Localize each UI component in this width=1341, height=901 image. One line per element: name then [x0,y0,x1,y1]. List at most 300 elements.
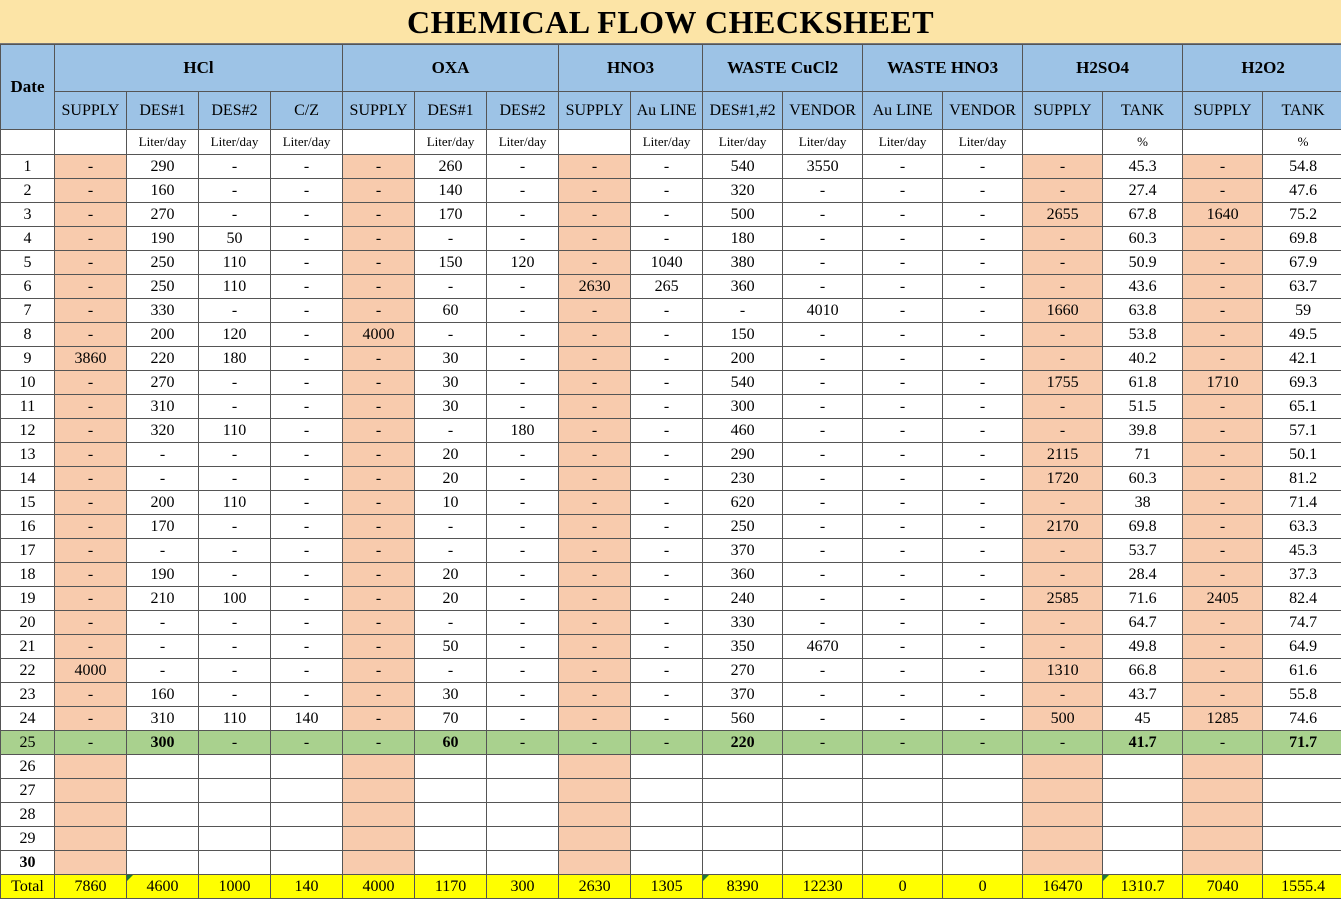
data-cell[interactable]: - [271,563,343,587]
data-cell[interactable]: 300 [127,731,199,755]
data-cell[interactable]: - [199,179,271,203]
data-cell[interactable]: - [271,611,343,635]
data-cell[interactable]: - [487,563,559,587]
data-cell[interactable]: 71.4 [1263,491,1341,515]
data-cell[interactable]: 200 [127,323,199,347]
date-cell[interactable]: 20 [1,611,55,635]
data-cell[interactable] [631,827,703,851]
data-cell[interactable] [127,779,199,803]
data-cell[interactable] [863,755,943,779]
data-cell[interactable]: - [943,683,1023,707]
data-cell[interactable] [863,779,943,803]
data-cell[interactable]: - [631,707,703,731]
data-cell[interactable]: - [55,467,127,491]
data-cell[interactable]: - [631,395,703,419]
date-cell[interactable]: 13 [1,443,55,467]
data-cell[interactable]: - [559,539,631,563]
date-cell[interactable]: 29 [1,827,55,851]
data-cell[interactable]: - [559,323,631,347]
data-cell[interactable]: - [863,323,943,347]
data-cell[interactable]: - [55,323,127,347]
data-cell[interactable] [1263,803,1341,827]
data-cell[interactable]: 43.7 [1103,683,1183,707]
date-cell[interactable]: 30 [1,851,55,875]
data-cell[interactable]: - [271,539,343,563]
data-cell[interactable]: - [1183,395,1263,419]
data-cell[interactable]: - [863,683,943,707]
date-cell[interactable]: 3 [1,203,55,227]
total-cell[interactable]: 0 [863,875,943,899]
data-cell[interactable]: - [1023,731,1103,755]
data-cell[interactable]: - [343,491,415,515]
data-cell[interactable]: - [943,179,1023,203]
total-cell[interactable]: 300 [487,875,559,899]
data-cell[interactable]: - [55,251,127,275]
data-cell[interactable]: 53.8 [1103,323,1183,347]
data-cell[interactable]: - [1183,683,1263,707]
date-cell[interactable]: 7 [1,299,55,323]
date-cell[interactable]: 27 [1,779,55,803]
total-cell[interactable]: 7860 [55,875,127,899]
data-cell[interactable]: 500 [703,203,783,227]
total-cell[interactable]: 1305 [631,875,703,899]
data-cell[interactable]: 71.7 [1263,731,1341,755]
data-cell[interactable]: 60 [415,731,487,755]
data-cell[interactable]: - [559,731,631,755]
data-cell[interactable] [127,803,199,827]
data-cell[interactable]: - [1023,491,1103,515]
data-cell[interactable]: - [487,539,559,563]
data-cell[interactable]: - [631,443,703,467]
data-cell[interactable]: 67.9 [1263,251,1341,275]
data-cell[interactable]: 71 [1103,443,1183,467]
data-cell[interactable]: - [343,251,415,275]
data-cell[interactable]: - [631,611,703,635]
date-cell[interactable]: 19 [1,587,55,611]
data-cell[interactable]: - [863,635,943,659]
data-cell[interactable] [559,851,631,875]
data-cell[interactable]: 54.8 [1263,155,1341,179]
data-cell[interactable]: - [271,587,343,611]
date-cell[interactable]: 11 [1,395,55,419]
data-cell[interactable]: - [559,227,631,251]
data-cell[interactable]: - [343,539,415,563]
data-cell[interactable]: - [559,347,631,371]
data-cell[interactable]: 64.9 [1263,635,1341,659]
data-cell[interactable]: - [271,275,343,299]
data-cell[interactable]: - [271,659,343,683]
data-cell[interactable]: - [631,683,703,707]
data-cell[interactable]: - [783,587,863,611]
data-cell[interactable]: - [487,179,559,203]
data-cell[interactable] [487,779,559,803]
total-cell[interactable]: 12230 [783,875,863,899]
data-cell[interactable]: 370 [703,539,783,563]
data-cell[interactable]: - [783,539,863,563]
data-cell[interactable]: - [271,347,343,371]
data-cell[interactable]: - [559,515,631,539]
data-cell[interactable] [415,827,487,851]
date-cell[interactable]: 18 [1,563,55,587]
date-cell[interactable]: 5 [1,251,55,275]
data-cell[interactable]: - [199,659,271,683]
data-cell[interactable]: 20 [415,587,487,611]
data-cell[interactable]: - [863,443,943,467]
data-cell[interactable] [343,827,415,851]
data-cell[interactable]: 81.2 [1263,467,1341,491]
data-cell[interactable]: 120 [199,323,271,347]
data-cell[interactable]: - [863,155,943,179]
data-cell[interactable]: - [943,251,1023,275]
data-cell[interactable]: - [1183,419,1263,443]
data-cell[interactable]: - [863,203,943,227]
data-cell[interactable]: 55.8 [1263,683,1341,707]
data-cell[interactable]: - [271,467,343,491]
data-cell[interactable]: - [863,347,943,371]
data-cell[interactable]: 300 [703,395,783,419]
data-cell[interactable]: - [1023,347,1103,371]
data-cell[interactable]: 140 [415,179,487,203]
total-cell[interactable]: 2630 [559,875,631,899]
data-cell[interactable]: - [943,707,1023,731]
data-cell[interactable] [271,755,343,779]
date-cell[interactable]: 6 [1,275,55,299]
data-cell[interactable]: 360 [703,563,783,587]
data-cell[interactable]: - [943,323,1023,347]
total-cell[interactable]: 1555.4 [1263,875,1341,899]
data-cell[interactable]: 51.5 [1103,395,1183,419]
data-cell[interactable] [631,779,703,803]
data-cell[interactable]: - [943,347,1023,371]
data-cell[interactable]: - [343,731,415,755]
data-cell[interactable]: 4000 [343,323,415,347]
data-cell[interactable]: 69.3 [1263,371,1341,395]
data-cell[interactable]: 1660 [1023,299,1103,323]
data-cell[interactable] [1183,803,1263,827]
data-cell[interactable]: - [631,323,703,347]
data-cell[interactable]: - [631,515,703,539]
data-cell[interactable]: 270 [127,371,199,395]
data-cell[interactable]: - [343,227,415,251]
data-cell[interactable]: 110 [199,419,271,443]
data-cell[interactable] [343,851,415,875]
data-cell[interactable]: - [271,179,343,203]
data-cell[interactable]: 220 [127,347,199,371]
data-cell[interactable]: - [487,491,559,515]
data-cell[interactable]: - [631,227,703,251]
data-cell[interactable]: - [1023,395,1103,419]
data-cell[interactable]: - [559,419,631,443]
data-cell[interactable]: - [415,611,487,635]
data-cell[interactable]: 370 [703,683,783,707]
data-cell[interactable]: - [55,203,127,227]
data-cell[interactable]: - [55,539,127,563]
data-cell[interactable]: - [199,563,271,587]
data-cell[interactable]: - [783,683,863,707]
data-cell[interactable]: - [343,467,415,491]
data-cell[interactable]: - [631,179,703,203]
data-cell[interactable] [343,755,415,779]
data-cell[interactable]: 190 [127,563,199,587]
data-cell[interactable]: - [943,587,1023,611]
data-cell[interactable]: - [1023,251,1103,275]
data-cell[interactable]: - [415,275,487,299]
data-cell[interactable]: 82.4 [1263,587,1341,611]
data-cell[interactable]: 2115 [1023,443,1103,467]
data-cell[interactable]: 53.7 [1103,539,1183,563]
data-cell[interactable]: 3860 [55,347,127,371]
data-cell[interactable]: - [343,659,415,683]
data-cell[interactable] [783,755,863,779]
data-cell[interactable]: - [271,155,343,179]
data-cell[interactable] [55,803,127,827]
date-cell[interactable]: 17 [1,539,55,563]
date-cell[interactable]: 22 [1,659,55,683]
data-cell[interactable]: - [559,467,631,491]
data-cell[interactable] [1103,851,1183,875]
data-cell[interactable]: - [55,419,127,443]
data-cell[interactable]: 74.7 [1263,611,1341,635]
data-cell[interactable]: - [487,203,559,227]
data-cell[interactable]: 75.2 [1263,203,1341,227]
data-cell[interactable]: 110 [199,275,271,299]
data-cell[interactable]: 45.3 [1263,539,1341,563]
data-cell[interactable]: 140 [271,707,343,731]
data-cell[interactable]: - [55,299,127,323]
data-cell[interactable]: - [199,635,271,659]
data-cell[interactable]: 1710 [1183,371,1263,395]
data-cell[interactable]: 40.2 [1103,347,1183,371]
data-cell[interactable] [943,779,1023,803]
data-cell[interactable]: - [559,659,631,683]
date-cell[interactable]: 24 [1,707,55,731]
data-cell[interactable]: - [127,539,199,563]
data-cell[interactable]: 230 [703,467,783,491]
data-cell[interactable]: - [487,659,559,683]
data-cell[interactable]: - [1023,683,1103,707]
data-cell[interactable]: - [783,563,863,587]
data-cell[interactable]: - [199,683,271,707]
data-cell[interactable] [487,755,559,779]
data-cell[interactable]: - [271,299,343,323]
data-cell[interactable]: - [1183,155,1263,179]
data-cell[interactable]: - [631,635,703,659]
date-cell[interactable]: 10 [1,371,55,395]
data-cell[interactable]: - [1183,635,1263,659]
data-cell[interactable] [1103,827,1183,851]
data-cell[interactable] [199,755,271,779]
data-cell[interactable]: 42.1 [1263,347,1341,371]
data-cell[interactable]: - [863,491,943,515]
data-cell[interactable]: 180 [703,227,783,251]
data-cell[interactable]: - [271,395,343,419]
data-cell[interactable]: - [343,611,415,635]
data-cell[interactable]: 63.8 [1103,299,1183,323]
data-cell[interactable] [55,755,127,779]
total-cell[interactable]: 1310.7 [1103,875,1183,899]
data-cell[interactable]: - [55,395,127,419]
data-cell[interactable]: - [943,203,1023,227]
data-cell[interactable]: - [943,659,1023,683]
data-cell[interactable]: - [343,395,415,419]
data-cell[interactable]: 380 [703,251,783,275]
data-cell[interactable]: - [863,731,943,755]
data-cell[interactable]: - [863,299,943,323]
date-cell[interactable]: 14 [1,467,55,491]
data-cell[interactable] [1263,851,1341,875]
data-cell[interactable]: 1285 [1183,707,1263,731]
data-cell[interactable] [559,803,631,827]
date-cell[interactable]: 2 [1,179,55,203]
date-cell[interactable]: 15 [1,491,55,515]
data-cell[interactable]: - [343,683,415,707]
data-cell[interactable]: 330 [703,611,783,635]
date-cell[interactable]: 1 [1,155,55,179]
data-cell[interactable] [199,779,271,803]
data-cell[interactable]: 350 [703,635,783,659]
data-cell[interactable]: - [783,491,863,515]
data-cell[interactable]: - [343,371,415,395]
data-cell[interactable]: 1755 [1023,371,1103,395]
data-cell[interactable] [1183,827,1263,851]
data-cell[interactable]: - [783,227,863,251]
data-cell[interactable]: - [1183,275,1263,299]
data-cell[interactable]: - [1183,227,1263,251]
data-cell[interactable]: - [1023,323,1103,347]
data-cell[interactable]: - [1183,467,1263,491]
data-cell[interactable]: 270 [703,659,783,683]
data-cell[interactable]: 560 [703,707,783,731]
data-cell[interactable] [631,851,703,875]
data-cell[interactable]: - [487,635,559,659]
data-cell[interactable] [271,803,343,827]
data-cell[interactable]: - [415,419,487,443]
data-cell[interactable]: - [559,371,631,395]
data-cell[interactable]: - [343,587,415,611]
data-cell[interactable]: - [415,539,487,563]
data-cell[interactable]: - [343,299,415,323]
data-cell[interactable]: - [1183,563,1263,587]
data-cell[interactable]: 4010 [783,299,863,323]
data-cell[interactable]: 1310 [1023,659,1103,683]
data-cell[interactable]: - [199,539,271,563]
data-cell[interactable]: 250 [127,275,199,299]
data-cell[interactable]: - [343,179,415,203]
data-cell[interactable]: 330 [127,299,199,323]
data-cell[interactable]: - [943,419,1023,443]
data-cell[interactable]: - [487,611,559,635]
data-cell[interactable]: - [271,203,343,227]
data-cell[interactable]: - [127,611,199,635]
data-cell[interactable]: 320 [127,419,199,443]
data-cell[interactable]: 270 [127,203,199,227]
data-cell[interactable]: - [559,443,631,467]
data-cell[interactable]: - [943,275,1023,299]
data-cell[interactable] [943,827,1023,851]
data-cell[interactable]: - [783,707,863,731]
data-cell[interactable]: - [487,515,559,539]
data-cell[interactable]: - [343,515,415,539]
total-cell[interactable]: 1170 [415,875,487,899]
data-cell[interactable]: - [863,707,943,731]
data-cell[interactable]: - [1183,491,1263,515]
data-cell[interactable]: 38 [1103,491,1183,515]
data-cell[interactable] [1023,851,1103,875]
data-cell[interactable]: 59 [1263,299,1341,323]
data-cell[interactable]: - [863,563,943,587]
data-cell[interactable]: - [55,155,127,179]
data-cell[interactable]: - [559,587,631,611]
data-cell[interactable] [415,851,487,875]
data-cell[interactable]: - [127,659,199,683]
total-cell[interactable]: 4600 [127,875,199,899]
data-cell[interactable]: - [863,275,943,299]
data-cell[interactable]: - [783,659,863,683]
data-cell[interactable] [415,779,487,803]
data-cell[interactable]: - [199,443,271,467]
data-cell[interactable]: 49.5 [1263,323,1341,347]
date-cell[interactable]: 26 [1,755,55,779]
data-cell[interactable] [783,803,863,827]
data-cell[interactable] [1183,779,1263,803]
data-cell[interactable]: - [943,539,1023,563]
data-cell[interactable]: 30 [415,371,487,395]
data-cell[interactable] [559,827,631,851]
data-cell[interactable]: 50 [415,635,487,659]
data-cell[interactable]: - [559,683,631,707]
data-cell[interactable]: 45.3 [1103,155,1183,179]
data-cell[interactable]: - [783,419,863,443]
data-cell[interactable]: 2170 [1023,515,1103,539]
data-cell[interactable]: - [487,299,559,323]
data-cell[interactable]: - [1183,251,1263,275]
data-cell[interactable]: - [487,227,559,251]
data-cell[interactable]: 180 [199,347,271,371]
data-cell[interactable]: 20 [415,467,487,491]
data-cell[interactable]: - [55,443,127,467]
data-cell[interactable]: 4670 [783,635,863,659]
data-cell[interactable]: - [487,731,559,755]
data-cell[interactable]: - [343,347,415,371]
data-cell[interactable]: - [127,635,199,659]
data-cell[interactable]: - [487,683,559,707]
data-cell[interactable] [199,803,271,827]
data-cell[interactable]: - [783,515,863,539]
data-cell[interactable]: - [343,203,415,227]
data-cell[interactable]: - [1023,155,1103,179]
data-cell[interactable]: - [1183,299,1263,323]
data-cell[interactable]: 2630 [559,275,631,299]
data-cell[interactable]: 170 [415,203,487,227]
data-cell[interactable]: - [783,251,863,275]
data-cell[interactable]: - [943,491,1023,515]
data-cell[interactable]: - [343,275,415,299]
data-cell[interactable]: - [271,731,343,755]
data-cell[interactable]: 240 [703,587,783,611]
data-cell[interactable]: - [943,299,1023,323]
data-cell[interactable]: 150 [415,251,487,275]
data-cell[interactable]: - [943,371,1023,395]
data-cell[interactable]: - [943,395,1023,419]
data-cell[interactable]: - [487,395,559,419]
data-cell[interactable]: - [271,515,343,539]
data-cell[interactable]: 250 [127,251,199,275]
date-cell[interactable]: 21 [1,635,55,659]
data-cell[interactable]: - [783,467,863,491]
data-cell[interactable]: 320 [703,179,783,203]
data-cell[interactable]: - [487,467,559,491]
data-cell[interactable]: - [271,635,343,659]
